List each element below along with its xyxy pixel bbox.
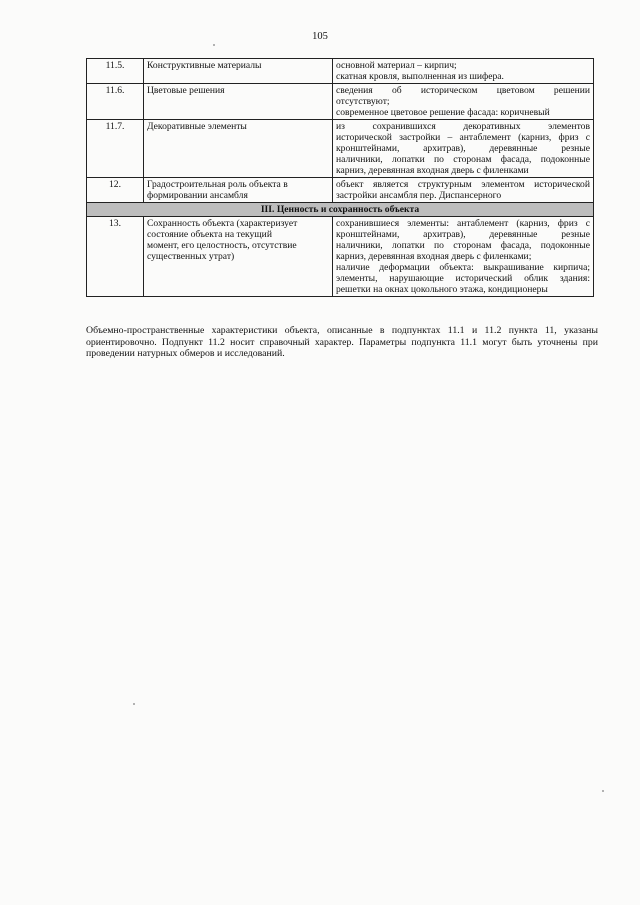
item-name-line: формировании ансамбля (147, 190, 248, 201)
item-value-line: из сохранившихся декоративных элементов (336, 121, 590, 132)
item-name-line: Конструктивные материалы (147, 60, 262, 71)
item-name-line: момент, его целостность, отсутствие (147, 240, 297, 251)
item-value (333, 178, 594, 203)
item-value-line: сведения об историческом цветовом решении (336, 85, 590, 96)
table-body-characteristics (87, 59, 594, 203)
scan-speck (133, 703, 135, 705)
item-value-line: исторической застройки – антаблемент (карниз, фриз с (336, 132, 590, 143)
item-number: 11.7. (87, 120, 144, 178)
table-body-preservation (87, 217, 594, 297)
item-name-line: состояние объекта на текущий (147, 229, 272, 240)
item-value-line: карниз, деревянная входная дверь с филенками (336, 165, 529, 176)
item-value (333, 217, 594, 297)
item-value-line: наличие деформации объекта: выкрашивание кирпича; (336, 262, 590, 273)
item-value-line: объект является структурным элементом исторической (336, 179, 590, 190)
item-value-line: элементы, нарушающие исторический облик здания: (336, 273, 590, 284)
item-name-line: существенных утрат) (147, 251, 235, 262)
table-row (87, 178, 594, 203)
item-value-line: решетки на окнах цокольного этажа, кондиционеры (336, 284, 548, 295)
item-number: 13. (87, 217, 144, 297)
item-name-line: Сохранность объекта (характеризует (147, 218, 298, 229)
object-characteristics-table (86, 58, 594, 297)
table-row (87, 217, 594, 297)
item-name-line: Цветовые решения (147, 85, 225, 96)
section-header-row (87, 203, 594, 217)
item-name (144, 84, 333, 120)
item-value-line: современное цветовое решение фасада: коричневый (336, 107, 550, 118)
item-value-line: основной материал – кирпич; (336, 60, 457, 71)
item-name (144, 217, 333, 297)
item-name (144, 120, 333, 178)
item-number: 12. (87, 178, 144, 203)
item-number: 11.6. (87, 84, 144, 120)
item-name (144, 178, 333, 203)
table-row (87, 59, 594, 84)
item-value-line: застройки ансамбля пер. Диспансерного (336, 190, 502, 201)
page-number: 105 (312, 31, 328, 42)
scan-speck (213, 44, 215, 46)
item-value (333, 120, 594, 178)
item-value (333, 84, 594, 120)
item-value-line: карниз, деревянная входная дверь с филенками; (336, 251, 532, 262)
item-number: 11.5. (87, 59, 144, 84)
section-title: III. Ценность и сохранность объекта (87, 203, 594, 217)
item-name-line: Градостроительная роль объекта в (147, 179, 288, 190)
item-value (333, 59, 594, 84)
table-row (87, 120, 594, 178)
item-value-line: кронштейнами, архитрав), деревянные резные (336, 143, 590, 154)
item-value-line: наличники, лопатки по сторонам фасада, подоконные (336, 240, 590, 251)
scan-speck (602, 790, 604, 792)
item-value-line: скатная кровля, выполненная из шифера. (336, 71, 504, 82)
table-row (87, 84, 594, 120)
table-body-section (87, 203, 594, 217)
item-value-line: кронштейнами, архитрав), деревянные резные (336, 229, 590, 240)
item-name-line: Декоративные элементы (147, 121, 247, 132)
item-name (144, 59, 333, 84)
item-value-line: отсутствуют; (336, 96, 390, 107)
item-value-line: наличники, лопатки по сторонам фасада, подоконные (336, 154, 590, 165)
item-value-line: сохранившиеся элементы: антаблемент (карниз, фриз с (336, 218, 590, 229)
footnote-paragraph: Объемно-пространственные характеристики объекта, описанные в подпунктах 11.1 и 11.2 пункта 11, указаны ориентировочно. Подпункт 11.2 носит справочный характер. Параметры подпункта 11.1 могут быть уточнены при проведении натурных обмеров и исследований. (86, 325, 598, 360)
